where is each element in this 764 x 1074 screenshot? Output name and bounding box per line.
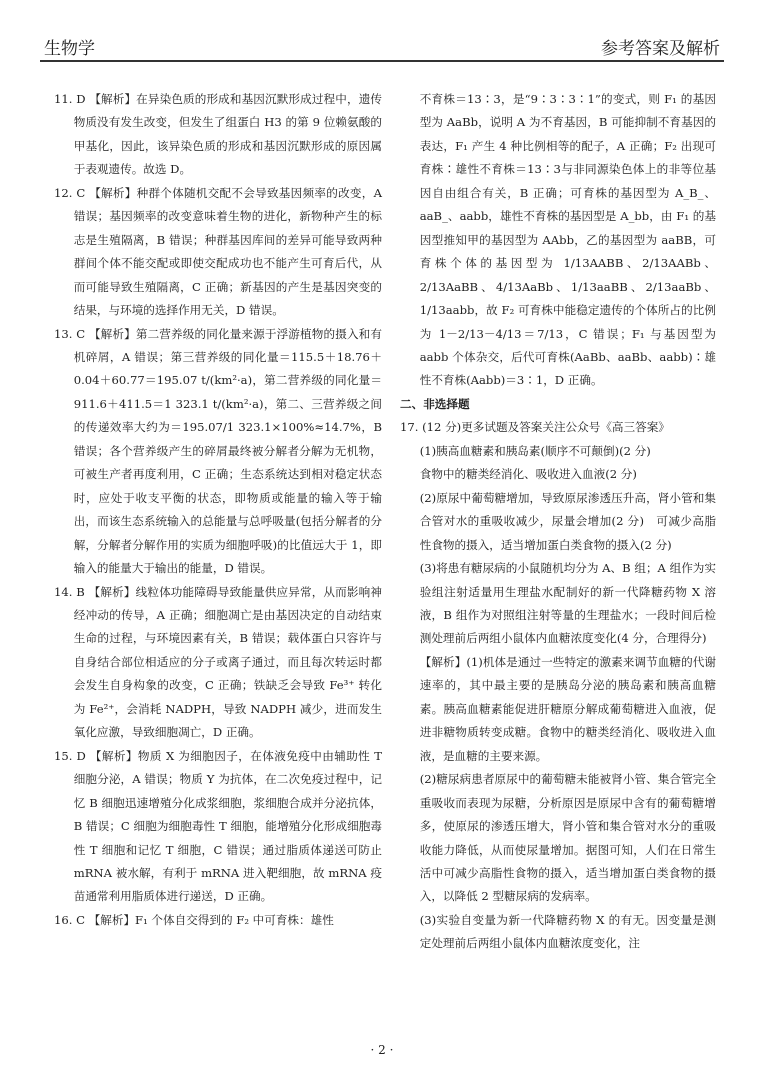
left-column [54,88,382,932]
answer-12: 12. C 【解析】种群个体随机交配不会导致基因频率的改变，A 错误；基因频率的改变意味着生物的进化，新物种产生的标志是生殖隔离，B 错误；种群基因库间的差异可能导致两种群间个体不能交配或即使交配成功也不能产生可育后代，从而可能导致生殖隔离，C 正确；新基因的产生是基因突变的结果，与环境的选择作用无关，D 错误。 [54,185,382,318]
answer-11: 11. D 【解析】在异染色质的形成和基因沉默形成过程中，遗传物质没有发生改变，但发生了组蛋白 H3 的第 9 位赖氨酸的甲基化，因此，该异染色质的形成和基因沉默形成的原因属于表观遗传。故选 D。 [54,92,382,177]
answer-17-part3: (3)将患有糖尿病的小鼠随机均分为 A、B 组；A 组作为实验组注射适量用生理盐水配制好的新一代降糖药物 X 溶液，B 组作为对照组注射等量的生理盐水；一段时间后检测处理前后两组小鼠体内血糖浓度变化(4 分，合理得分) [419,561,716,646]
subject-title: 生物学 [44,39,95,59]
answer-17-part2: (2)原尿中葡萄糖增加，导致原尿渗透压升高，肾小管和集合管对水的重吸收减少，尿量会增加(2 分) 可减少高脂性食物的摄入，适当增加蛋白类食物的摄入(2 分) [419,490,716,552]
analysis-part2: (2)糖尿病患者原尿中的葡萄糖未能被肾小管、集合管完全重吸收而表现为尿糖，分析原因是原尿中含有的葡萄糖增多，使原尿的渗透压增大，肾小管和集合管对水分的重吸收能力降低，从而使尿量增加。据图可知，人们在日常生活中可减少高脂性食物的摄入，适当增加蛋白类食物的摄入，以降低 2 型糖尿病的发病率。 [419,772,716,904]
answer-16-continued: 不育株＝13∶3，是“9∶3∶3∶1”的变式，则 F₁ 的基因型为 AaBb，说明 A 为不育基因，B 可能抑制不育基因的表达，F₁ 产生 4 种比例相等的配子，A 正确；F₂ 出现可育株∶雄性不育株＝13∶3与非同源染色体上的非等位基因自由组合有关，B 正确；可育株的基因型为 A_B_、aaB_、aabb，雄性不育株的基因型是 A_bb，由 F₁ 的基因型推知甲的基因型为 AAbb，乙的基因型为 aaBB，可育株个体的基因型为 1/13AABB、2/13AABb、2/13AaBB、4/13AaBb、1/13aaBB、2/13aaBb、1/13aabb，故 F₂ 可育株中能稳定遗传的个体所占的比例为 1－2/13－4/13＝7/13，C 错误；F₁ 与基因型为 aabb 个体杂交，后代可育株(AaBb、aaBb、aabb)∶雄性不育株(Aabb)＝3∶1，D 正确。 [419,92,716,388]
answer-17-part1: (1)胰高血糖素和胰岛素(顺序不可颠倒)(2 分) [419,443,651,458]
answer-17-header: 17. (12 分)更多试题及答案关注公众号《高三答案》 [400,420,670,435]
page-header [40,28,724,62]
answer-13: 13. C 【解析】第二营养级的同化量来源于浮游植物的摄入和有机碎屑，A 错误；第三营养级的同化量＝115.5＋18.76＋0.04＋60.77＝195.07 t/(km²·a)，第二营养级的同化量＝911.6＋411.5＝1 323.1 t/(km²·a)，第二、三营养级之间的传递效率大约为＝195.07/1 323.1×100%≈14.7%，B 错误；各个营养级产生的碎屑最终被分解者分解为无机物，可被生产者再度利用，C 正确；生态系统达到相对稳定状态时，应处于收支平衡的状态，即物质或能量的输入等于输出，而该生态系统输入的总能量与总呼吸量(包括分解者的分解，分解者分解作用的实质为细胞呼吸)的比值远大于 1，即输入的能量大于输出的能量，D 错误。 [54,326,382,576]
page-number: · 2 · [370,1043,394,1057]
right-column [400,88,716,956]
answer-16-start: 16. C 【解析】F₁ 个体自交得到的 F₂ 中可育株：雄性 [54,912,334,927]
analysis-part1: 【解析】(1)机体是通过一些特定的激素来调节血糖的代谢速率的，其中最主要的是胰岛分泌的胰岛素和胰高血糖素。胰高血糖素能促进肝糖原分解成葡萄糖进入血液，促进非糖物质转变成糖。食物中的糖类经消化、吸收进入血液，是血糖的主要来源。 [419,654,716,763]
answer-17-part1-b: 食物中的糖类经消化、吸收进入血液(2 分) [419,467,637,482]
section-title: 参考答案及解析 [601,39,720,59]
answer-14: 14. B 【解析】线粒体功能障碍导致能量供应异常，从而影响神经冲动的传导，A 正确；细胞凋亡是由基因决定的自动结束生命的过程，与环境因素有关，B 错误；载体蛋白只容许与自身结合部位相适应的分子或离子通过，而且每次转运时都会发生自身构象的改变，C 正确；铁缺乏会导致 Fe³⁺ 转化为 Fe²⁺，会消耗 NADPH，导致 NADPH 减少，进而发生氧化应激，导致细胞凋亡，D 正确。 [54,584,382,740]
section-heading-nonchoice: 二、非选择题 [400,396,470,411]
analysis-part3: (3)实验自变量为新一代降糖药物 X 的有无。因变量是测定处理前后两组小鼠体内血糖浓度变化，注 [419,912,716,951]
answer-15: 15. D 【解析】物质 X 为细胞因子，在体液免疫中由辅助性 T 细胞分泌，A 错误；物质 Y 为抗体，在二次免疫过程中，记忆 B 细胞迅速增殖分化成浆细胞，浆细胞合成并分泌抗体，B 错误；C 细胞为细胞毒性 T 细胞，能增殖分化形成细胞毒性 T 细胞和记忆 T 细胞，C 错误；通过脂质体递送可防止 mRNA 被水解，有利于 mRNA 进入靶细胞，故 mRNA 疫苗通常利用脂质体进行递送，D 正确。 [54,748,382,904]
